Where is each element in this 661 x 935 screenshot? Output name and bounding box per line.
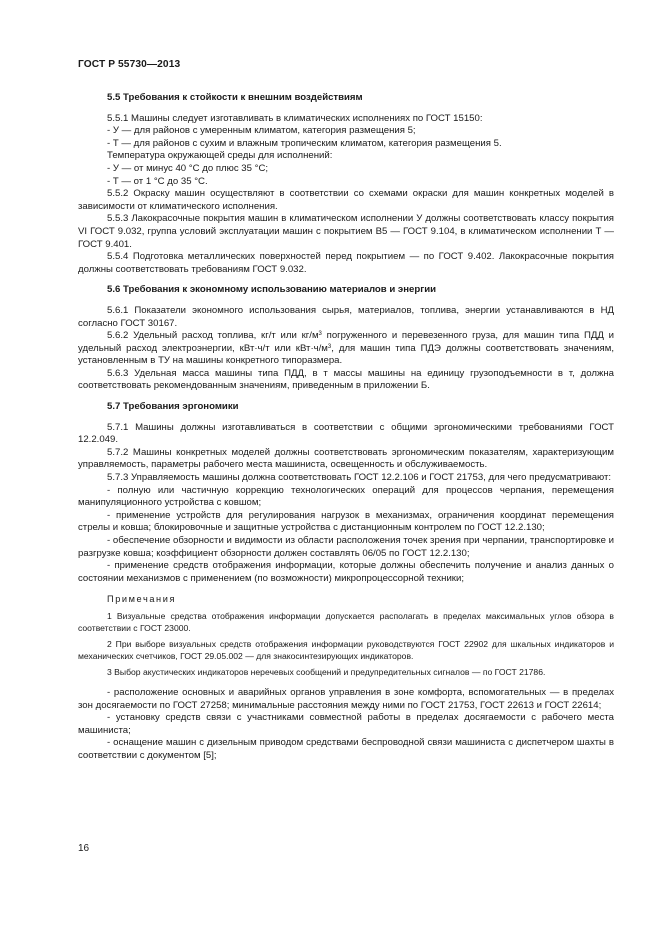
list-item: - применение устройств для регулирования нагрузок в механизмах, ограничения координат перемещения стрелы и ковша; блокировочные и защитные устройства с дистанционным контролем по ГОСТ 12.2.130;: [78, 509, 614, 534]
paragraph-5-5-2: 5.5.2 Окраску машин осуществляют в соответствии со схемами окраски для машин конкретных моделей в зависимости от климатического исполнения.: [78, 188, 614, 212]
note-item: 3 Выбор акустических индикаторов неречевых сообщений и предупредительных сигналов — по ГОСТ 21786.: [107, 667, 546, 678]
paragraph-5-7-1: 5.7.1 Машины должны изготавливаться в соответствии с общими эргономическими требованиями ГОСТ 12.2.049.: [78, 421, 614, 446]
list-item: - Т — от 1 °С до 35 °С.: [107, 175, 208, 187]
paragraph-5-7-3: 5.7.3 Управляемость машины должна соответствовать ГОСТ 12.2.106 и ГОСТ 21753, для чего предусматривают:: [107, 472, 612, 484]
section-heading-5-7: 5.7 Требования эргономики: [107, 401, 239, 413]
document-id: ГОСТ Р 55730—2013: [78, 59, 181, 70]
paragraph-5-6-3: 5.6.3 Удельная масса машины типа ПДД, в т массы машины на единицу грузоподъемности в т, должна соответствовать рекомендованным значениям, приведенным в приложении Б.: [78, 367, 614, 392]
superscript: 3: [327, 343, 332, 350]
list-item: - полную или частичную коррекцию технологических операций для процессов черпания, перемещения манипуляционного устройства с ковшом;: [78, 484, 614, 509]
paragraph-5-6-2: [78, 330, 614, 368]
superscript: 3: [318, 331, 322, 338]
note-item: 1 Визуальные средства отображения информации допускается располагать в пределах максимальных углов обзора в соответствии с ГОСТ 23000.: [78, 610, 614, 633]
list-item: - обеспечение обзорности и видимости из области расположения точек зрения при черпании, транспортировке и разгрузке ковша; коэффициент обзорности должен составлять 06/05 по ГОСТ 12.2.130;: [78, 535, 614, 559]
list-item: - Т — для районов с сухим и влажным тропическим климатом, категория размещения 5.: [107, 137, 502, 149]
notes-title: Примечания: [107, 594, 177, 605]
list-item: - У — для районов с умеренным климатом, категория размещения 5;: [107, 125, 416, 137]
page-number: 16: [78, 843, 90, 854]
note-item: 2 При выборе визуальных средств отображения информации руководствуются ГОСТ 22902 для шкальных индикаторов и механических счетчиков, ГОСТ 29.05.002 — для знакосинтезирующих индикаторов.: [78, 639, 614, 661]
list-item: - У — от минус 40 °С до плюс 35 °С;: [107, 162, 269, 174]
paragraph-5-7-2: 5.7.2 Машины конкретных моделей должны соответствовать эргономическим показателям, характеризующим управляемость, параметры рабочего места машиниста, освещенность и обслуживаемость.: [78, 446, 614, 471]
section-heading-5-6: 5.6 Требования к экономному использованию материалов и энергии: [107, 284, 436, 296]
paragraph-5-5-4: 5.5.4 Подготовка металлических поверхностей перед покрытием — по ГОСТ 9.402. Лакокрасочные покрытия должны соответствовать требованиям ГОСТ 9.032.: [78, 251, 614, 275]
list-item: - установку средств связи с участниками совместной работы в пределах досягаемости с рабочего места машиниста;: [78, 712, 614, 736]
list-item: - оснащение машин с дизельным приводом средствами беспроводной связи машиниста с диспетчером шахты в соответствии с документом [5];: [78, 737, 614, 761]
paragraph-text: Температура окружающей среды для исполнений:: [107, 150, 333, 162]
paragraph-5-5-1: 5.5.1 Машины следует изготавливать в климатических исполнениях по ГОСТ 15150:: [107, 112, 483, 124]
text-run: 5.6.2 Удельный расход топлива, кг/т или кг/м: [107, 330, 319, 342]
paragraph-5-6-1: 5.6.1 Показатели экономного использования сырья, материалов, топлива, энергии устанавливаются в НД согласно ГОСТ 30167.: [78, 304, 614, 329]
list-item: - применение средств отображения информации, которые должны обеспечить получение и анализ данных о состоянии механизмов с применением (по возможности) микропроцессорной техники;: [78, 560, 614, 584]
list-item: - расположение основных и аварийных органов управления в зоне комфорта, вспомогательных — в пределах зон досягаемости по ГОСТ 27258; минимальные расстояния между ними по ГОСТ 21753, ГОСТ 22613 и ГОСТ 22614;: [78, 686, 614, 711]
paragraph-5-5-3: 5.5.3 Лакокрасочные покрытия машин в климатическом исполнении У должны соответствовать классу покрытия VI ГОСТ 9.032, группа условий эксплуатации машин с покрытием В5 — ГОСТ 9.104, в климатическом исполнении Т — ГОСТ 9.401.: [78, 213, 614, 250]
text-run: погруженного и перевезенного груза, для машин типа ПДД и удельный расход электроэнергии, кВт·ч/т или кВт·ч/м: [78, 330, 614, 354]
section-heading-5-5: 5.5 Требования к стойкости к внешним воздействиям: [107, 92, 363, 103]
document-body: [78, 92, 614, 763]
text-run: , для машин типа ПДЭ должны соответствовать значениям, установленным в ТУ на машины конкретного типоразмера.: [78, 342, 614, 367]
